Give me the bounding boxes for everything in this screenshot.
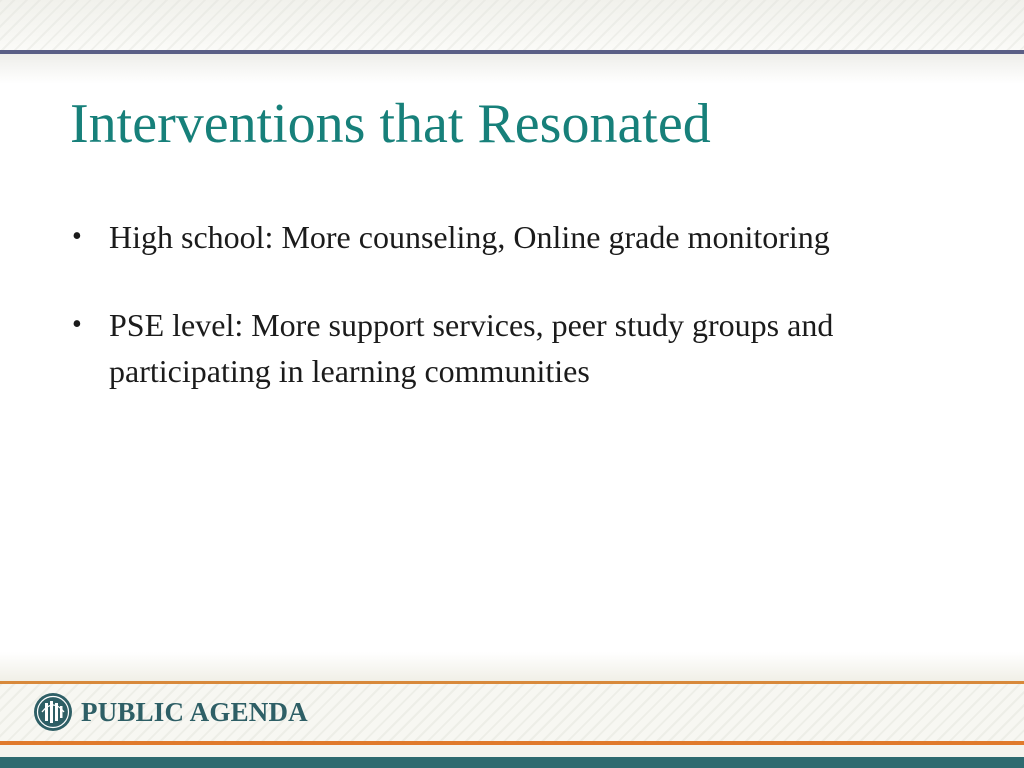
footer-teal-rule bbox=[0, 757, 1024, 768]
bullet-text: PSE level: More support services, peer study groups and participating in learning communities bbox=[109, 307, 834, 389]
bullet-list bbox=[72, 214, 912, 436]
bullet-text: High school: More counseling, Online grade monitoring bbox=[109, 219, 830, 255]
logo-text: PUBLIC AGENDA bbox=[81, 697, 308, 727]
slide-title: Interventions that Resonated bbox=[70, 93, 711, 155]
public-agenda-seal-icon bbox=[33, 692, 73, 732]
footer-gap bbox=[0, 745, 1024, 757]
top-texture-band bbox=[0, 0, 1024, 50]
top-fade bbox=[0, 54, 1024, 84]
bullet-marker: • bbox=[72, 309, 82, 340]
bullet-item bbox=[72, 214, 912, 260]
bullet-marker: • bbox=[72, 221, 82, 252]
bullet-item bbox=[72, 302, 912, 394]
public-agenda-logo bbox=[33, 692, 308, 732]
bottom-fade bbox=[0, 652, 1024, 682]
